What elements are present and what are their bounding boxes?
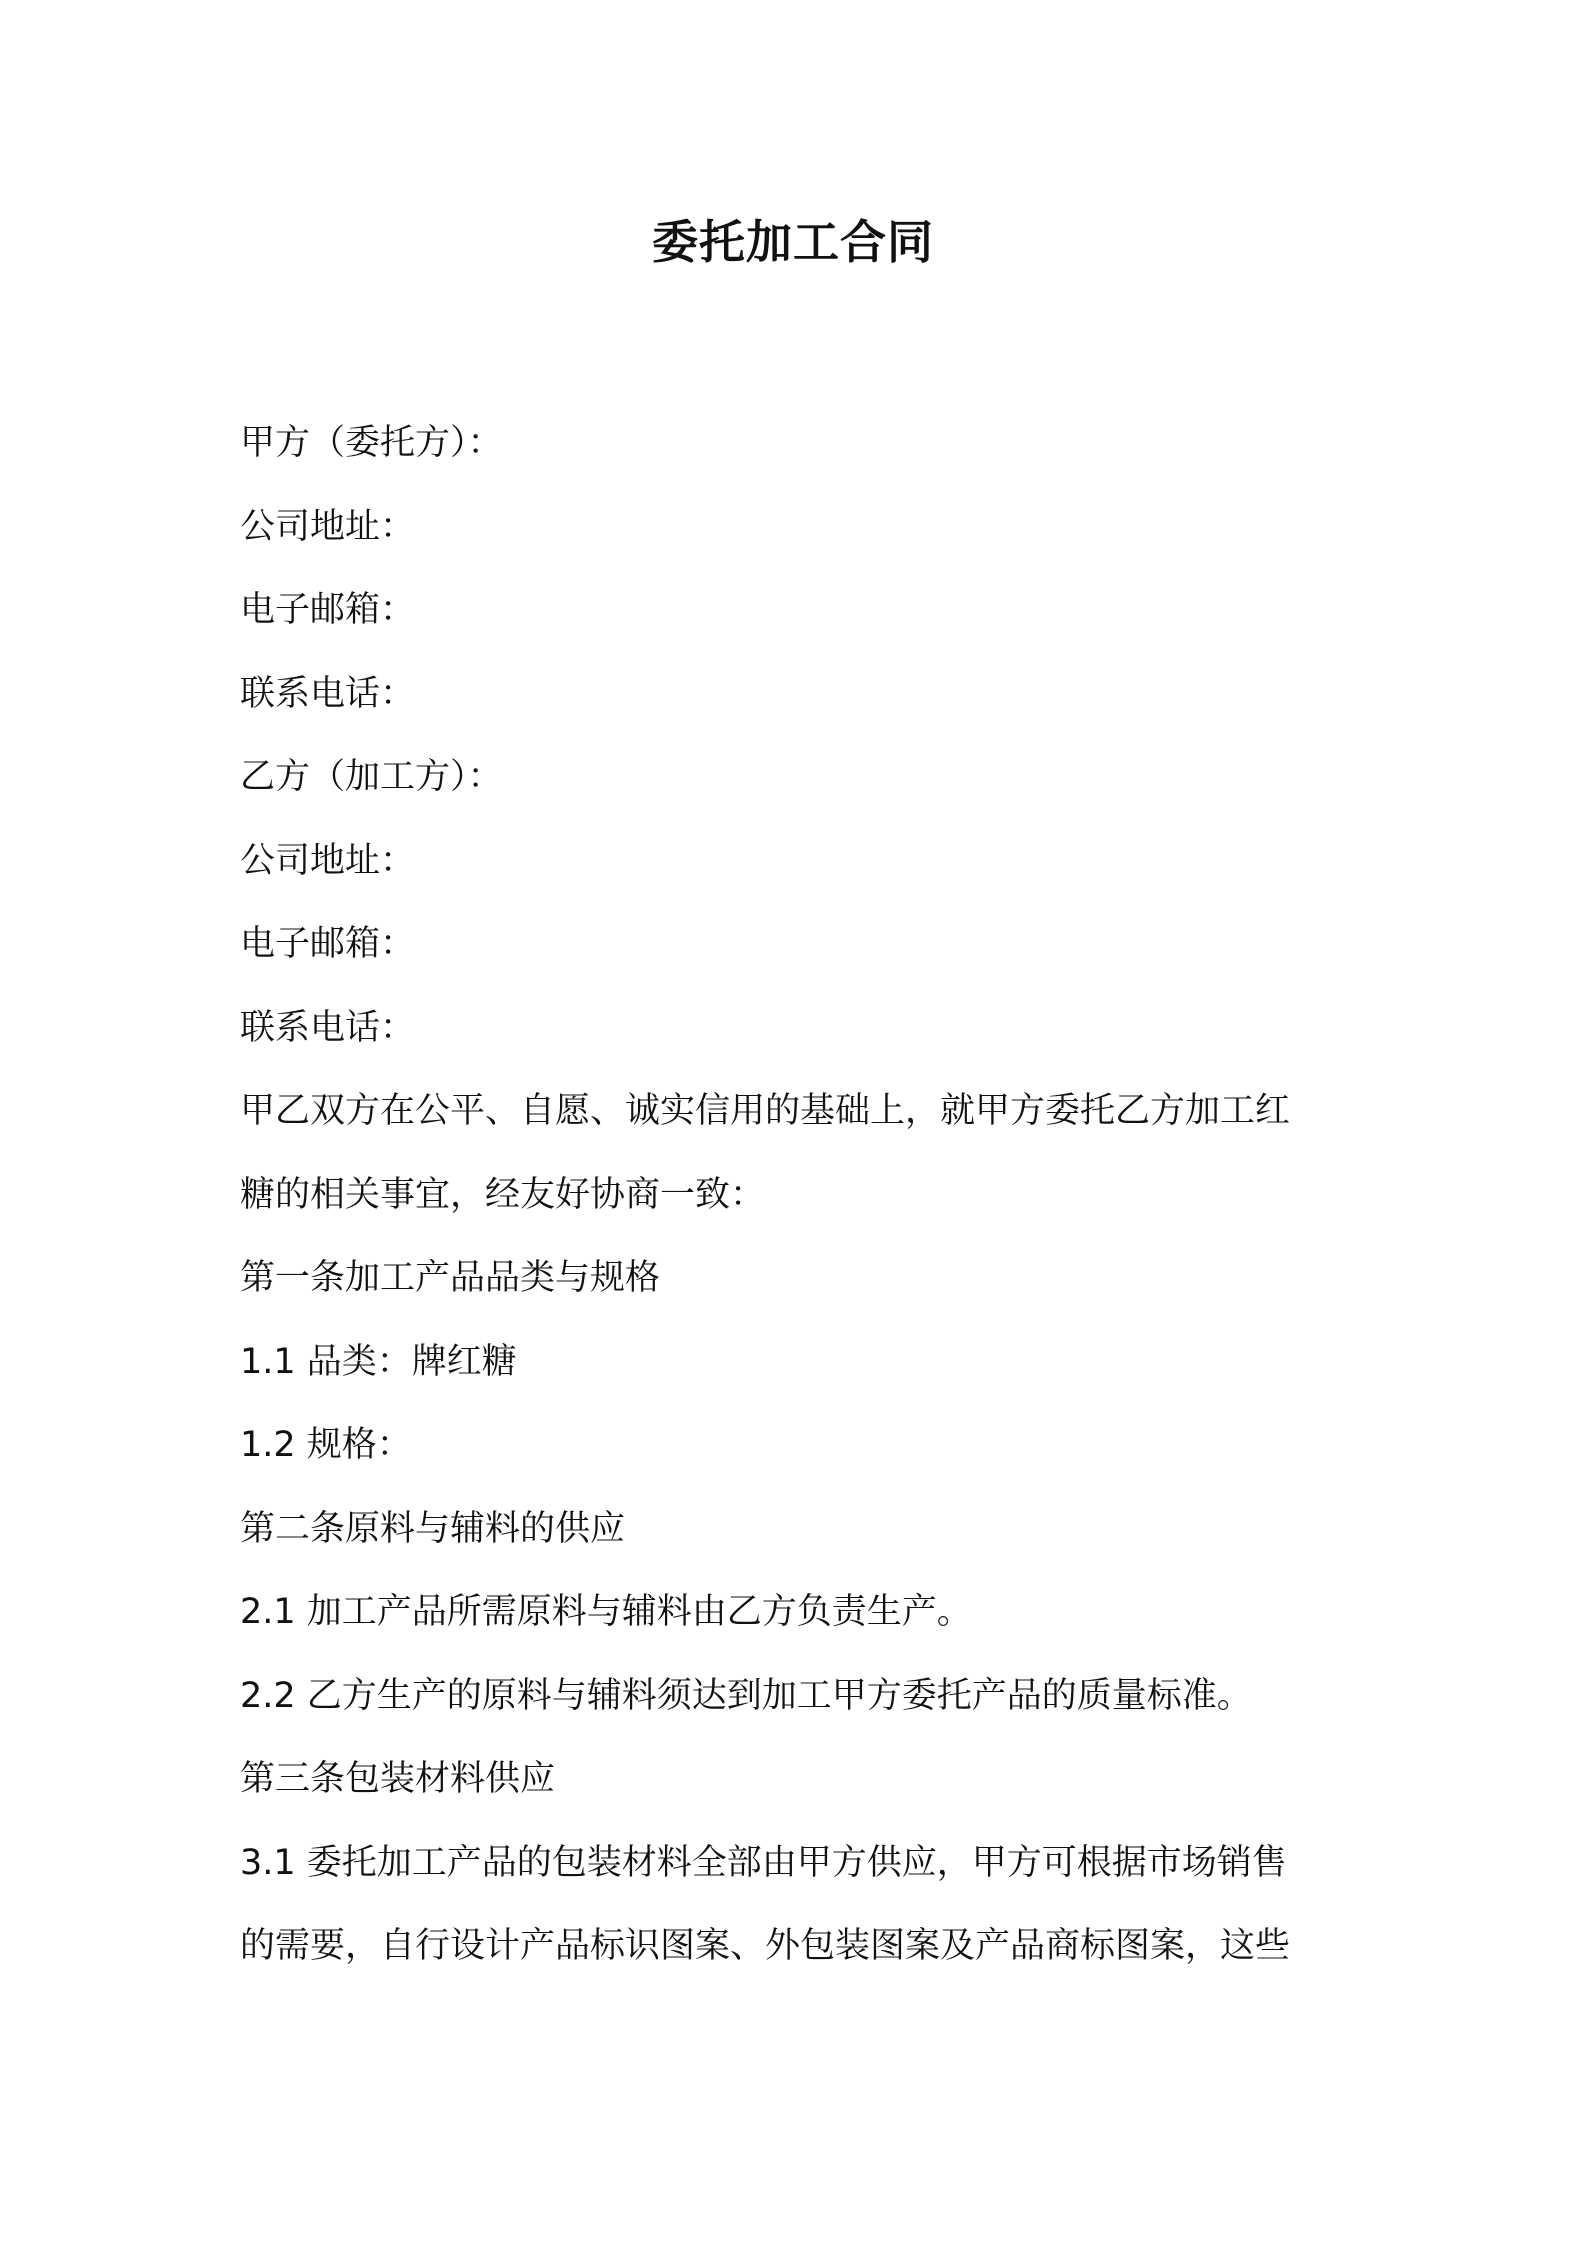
preamble-line: 甲乙双方在公平、自愿、诚实信用的基础上，就甲方委托乙方加工红 — [240, 1091, 1291, 1131]
clause-3-1-line: 3.1 委托加工产品的包装材料全部由甲方供应，甲方可根据市场销售 — [240, 1842, 1287, 1883]
party-a-email: 电子邮箱： — [240, 590, 416, 630]
clause-1-2: 1.2 规格： — [240, 1425, 412, 1465]
document-title: 委托加工合同 — [652, 215, 934, 269]
article-1-heading: 第一条加工产品品类与规格 — [240, 1258, 661, 1298]
party-b-address: 公司地址： — [240, 840, 416, 881]
article-3-heading: 第三条包装材料供应 — [240, 1759, 556, 1799]
preamble-line: 糖的相关事宜，经友好协商一致： — [240, 1174, 766, 1215]
party-a-address: 公司地址： — [240, 506, 416, 547]
clause-2-1: 2.1 加工产品所需原料与辅料由乙方负责生产。 — [240, 1592, 972, 1632]
party-b-label: 乙方（加工方）： — [240, 757, 503, 797]
clause-3-1-line: 的需要，自行设计产品标识图案、外包装图案及产品商标图案，这些 — [240, 1926, 1291, 1966]
clause-1-1: 1.1 品类：牌红糖 — [240, 1341, 517, 1382]
document-body — [240, 402, 1360, 1989]
party-b-email: 电子邮箱： — [240, 924, 416, 964]
party-a-label: 甲方（委托方）： — [240, 423, 503, 463]
party-a-phone: 联系电话： — [240, 673, 416, 714]
party-b-phone: 联系电话： — [240, 1007, 416, 1048]
clause-2-2: 2.2 乙方生产的原料与辅料须达到加工甲方委托产品的质量标准。 — [240, 1675, 1252, 1716]
article-2-heading: 第二条原料与辅料的供应 — [240, 1508, 626, 1549]
